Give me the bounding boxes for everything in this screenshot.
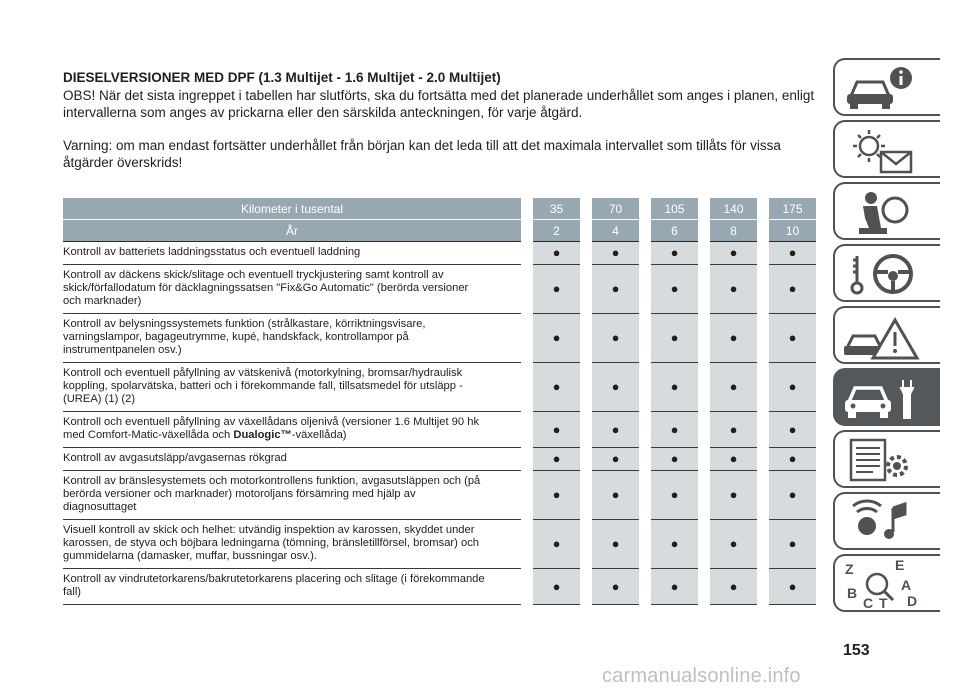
sun-envelope-icon bbox=[835, 122, 940, 178]
check-dot: ● bbox=[763, 242, 816, 265]
table-row bbox=[63, 520, 816, 569]
table-row bbox=[63, 363, 816, 412]
tab-alphabet-index[interactable] bbox=[833, 554, 940, 612]
row-label-text: -växellåda) bbox=[291, 429, 347, 441]
check-dot: ● bbox=[586, 314, 645, 363]
row-label: Kontroll av belysningssystemets funktion (strålkastare, körriktningsvisare, varningslampor, bagageutrymme, kupé, handskfack, kontrollampor på instrumentpanelen osv.) bbox=[63, 314, 527, 363]
check-dot: ● bbox=[527, 520, 586, 569]
check-dot: ● bbox=[527, 569, 586, 605]
row-label: Visuell kontroll av skick och helhet: utvändig inspektion av karossen, skyddet under karossen, de styva och böjbara ledningarna (tömning, bränsletillförsel, bromsar) och gummidelarna (damasker, muffar, bussningar osv.). bbox=[63, 520, 527, 569]
index-letter: C bbox=[863, 595, 874, 611]
key-steering-wheel-icon bbox=[835, 246, 940, 302]
list-gear-icon bbox=[835, 432, 940, 488]
check-dot: ● bbox=[704, 314, 763, 363]
tab-list-gear[interactable] bbox=[833, 430, 940, 488]
index-letter: T bbox=[879, 595, 888, 611]
index-letter: B bbox=[847, 585, 858, 601]
chapter-tabs bbox=[833, 58, 941, 616]
year-header-cell: 2 bbox=[527, 220, 586, 242]
index-letter: D bbox=[907, 593, 918, 609]
check-dot: ● bbox=[645, 265, 704, 314]
row-label-text: Kontroll och eventuell påfyllning av växellådans oljenivå (versioner 1.6 Multijet 90 hk med Comfort-Matic-växellåda och bbox=[63, 416, 480, 441]
tab-airbag[interactable] bbox=[833, 182, 940, 240]
row-label: Kontroll av bränslesystemets och motorkontrollens funktion, avgasutsläppen och (på berörda versioner och marknader) motoroljans försämring med hjälp av diagnosuttaget bbox=[63, 471, 527, 520]
check-dot: ● bbox=[645, 448, 704, 471]
row-label: Kontroll av batteriets laddningsstatus och eventuell laddning bbox=[63, 242, 527, 265]
km-header-cell: 35 bbox=[527, 198, 586, 220]
check-dot: ● bbox=[586, 471, 645, 520]
km-header-label: Kilometer i tusental bbox=[63, 198, 527, 220]
km-header-row bbox=[63, 198, 816, 220]
airbag-icon bbox=[835, 184, 940, 240]
check-dot: ● bbox=[586, 412, 645, 448]
check-dot: ● bbox=[527, 471, 586, 520]
media-note-icon bbox=[835, 494, 940, 550]
check-dot: ● bbox=[645, 412, 704, 448]
check-dot: ● bbox=[527, 412, 586, 448]
year-header-label: År bbox=[63, 220, 527, 242]
check-dot: ● bbox=[645, 471, 704, 520]
year-header-cell: 8 bbox=[704, 220, 763, 242]
check-dot: ● bbox=[586, 520, 645, 569]
table-row bbox=[63, 314, 816, 363]
table-row bbox=[63, 412, 816, 448]
check-dot: ● bbox=[763, 314, 816, 363]
table-row bbox=[63, 569, 816, 605]
check-dot: ● bbox=[527, 314, 586, 363]
text-content bbox=[63, 70, 815, 171]
check-dot: ● bbox=[527, 242, 586, 265]
row-label-bold: Dualogic™ bbox=[233, 429, 292, 441]
km-header-cell: 140 bbox=[704, 198, 763, 220]
check-dot: ● bbox=[586, 448, 645, 471]
index-letter: A bbox=[901, 577, 912, 593]
tab-car-warning[interactable] bbox=[833, 306, 940, 364]
check-dot: ● bbox=[645, 363, 704, 412]
check-dot: ● bbox=[763, 448, 816, 471]
table-row bbox=[63, 471, 816, 520]
check-dot: ● bbox=[586, 242, 645, 265]
check-dot: ● bbox=[704, 448, 763, 471]
km-header-cell: 70 bbox=[586, 198, 645, 220]
car-info-icon bbox=[835, 60, 940, 116]
check-dot: ● bbox=[586, 265, 645, 314]
check-dot: ● bbox=[645, 242, 704, 265]
tab-key-steering[interactable] bbox=[833, 244, 940, 302]
tab-car-wrench[interactable] bbox=[833, 368, 940, 426]
check-dot: ● bbox=[527, 363, 586, 412]
car-warning-icon bbox=[835, 308, 940, 364]
table-row bbox=[63, 265, 816, 314]
check-dot: ● bbox=[704, 569, 763, 605]
tab-media-note[interactable] bbox=[833, 492, 940, 550]
index-letter: E bbox=[895, 557, 905, 573]
section-title: DIESELVERSIONER MED DPF (1.3 Multijet - 1.6 Multijet - 2.0 Multijet) bbox=[63, 70, 501, 85]
check-dot: ● bbox=[645, 314, 704, 363]
check-dot: ● bbox=[527, 265, 586, 314]
check-dot: ● bbox=[586, 569, 645, 605]
row-label: Kontroll av avgasutsläpp/avgasernas rökgrad bbox=[63, 448, 527, 471]
warning-paragraph: Varning: om man endast fortsätter underhållet från början kan det leda till att det maximala intervallet som tillåts för vissa åtgärder överskrids! bbox=[63, 138, 781, 170]
check-dot: ● bbox=[645, 569, 704, 605]
year-header-row bbox=[63, 220, 816, 242]
row-label: Kontroll av däckens skick/slitage och eventuell tryckjustering samt kontroll av skick/förfallodatum för däcklagningssatsen "Fix&Go Automatic" (berörda versioner och marknader) bbox=[63, 265, 527, 314]
check-dot: ● bbox=[527, 448, 586, 471]
row-label: Kontroll och eventuell påfyllning av vätskenivå (motorkylning, bromsar/hydraulisk koppling, spolarvätska, batteri och i förekommande fall, tillsatsmedel för utsläpp - (UREA) (1) (2) bbox=[63, 363, 527, 412]
check-dot: ● bbox=[704, 265, 763, 314]
tab-sun-envelope[interactable] bbox=[833, 120, 940, 178]
check-dot: ● bbox=[763, 363, 816, 412]
check-dot: ● bbox=[645, 520, 704, 569]
watermark: carmanualsonline.info bbox=[602, 665, 801, 687]
km-header-cell: 175 bbox=[763, 198, 816, 220]
check-dot: ● bbox=[763, 412, 816, 448]
check-dot: ● bbox=[763, 569, 816, 605]
intro-paragraph: OBS! När det sista ingreppet i tabellen har slutförts, ska du fortsätta med det planerade underhållet som anges i planen, enligt intervallerna som anges av prickarna eller den särskilda anteckningen, för varje åtgärd. bbox=[63, 88, 815, 120]
check-dot: ● bbox=[704, 412, 763, 448]
car-wrench-icon bbox=[835, 370, 940, 426]
row-label: Kontroll av vindrutetorkarens/bakrutetorkarens placering och slitage (i förekommande fall) bbox=[63, 569, 527, 605]
check-dot: ● bbox=[704, 242, 763, 265]
alphabet-index-icon bbox=[835, 556, 940, 612]
row-label bbox=[63, 412, 527, 448]
table-row bbox=[63, 448, 816, 471]
km-header-cell: 105 bbox=[645, 198, 704, 220]
page-number: 153 bbox=[843, 642, 870, 659]
check-dot: ● bbox=[704, 520, 763, 569]
check-dot: ● bbox=[704, 363, 763, 412]
check-dot: ● bbox=[763, 520, 816, 569]
year-header-cell: 10 bbox=[763, 220, 816, 242]
tab-car-info[interactable] bbox=[833, 58, 940, 116]
check-dot: ● bbox=[763, 471, 816, 520]
year-header-cell: 6 bbox=[645, 220, 704, 242]
check-dot: ● bbox=[586, 363, 645, 412]
check-dot: ● bbox=[763, 265, 816, 314]
table-row bbox=[63, 242, 816, 265]
check-dot: ● bbox=[704, 471, 763, 520]
index-letter: Z bbox=[845, 561, 854, 577]
year-header-cell: 4 bbox=[586, 220, 645, 242]
maintenance-table bbox=[63, 198, 816, 605]
